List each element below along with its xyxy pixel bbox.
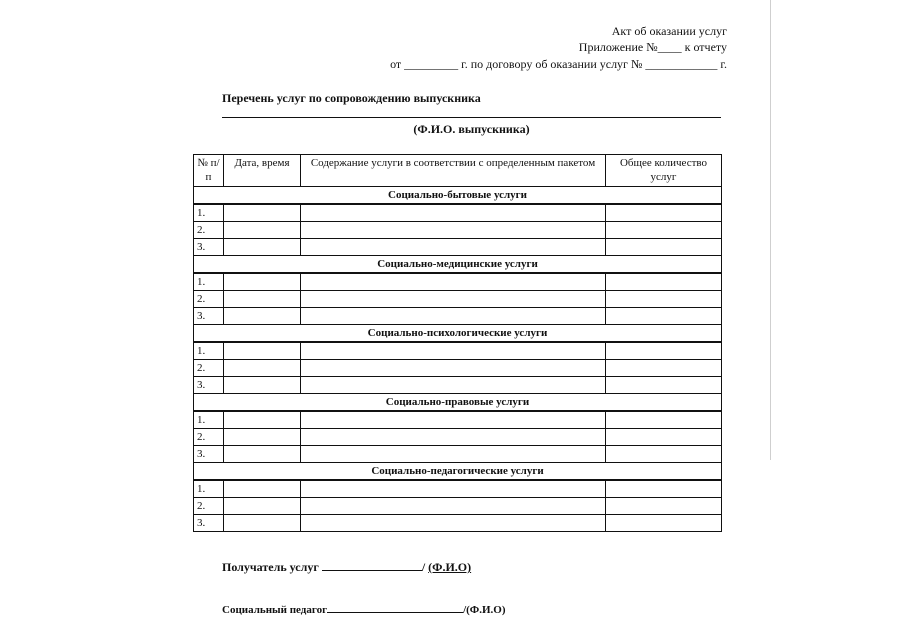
row-total-cell	[606, 273, 722, 291]
row-total-cell	[606, 222, 722, 239]
row-content-cell	[301, 342, 606, 360]
table-row	[194, 515, 722, 532]
row-total-cell	[606, 429, 722, 446]
table-row	[194, 446, 722, 463]
pedagogue-signature-blank	[327, 600, 463, 613]
row-num-cell: 3.	[194, 446, 224, 463]
section-title: Социально-психологические услуги	[194, 325, 722, 343]
row-content-cell	[301, 429, 606, 446]
table-row	[194, 273, 722, 291]
row-total-cell	[606, 480, 722, 498]
row-content-cell	[301, 446, 606, 463]
row-datetime-cell	[224, 480, 301, 498]
row-total-cell	[606, 342, 722, 360]
table-row	[194, 498, 722, 515]
row-datetime-cell	[224, 342, 301, 360]
row-content-cell	[301, 498, 606, 515]
row-datetime-cell	[224, 446, 301, 463]
col-header-total: Общее количество услуг	[606, 155, 722, 187]
row-content-cell	[301, 239, 606, 256]
row-num-cell: 3.	[194, 308, 224, 325]
row-num-cell: 3.	[194, 515, 224, 532]
row-content-cell	[301, 377, 606, 394]
row-content-cell	[301, 273, 606, 291]
row-datetime-cell	[224, 273, 301, 291]
row-num-cell: 2.	[194, 429, 224, 446]
row-num-cell: 1.	[194, 204, 224, 222]
row-num-cell: 1.	[194, 273, 224, 291]
section-title: Социально-медицинские услуги	[194, 256, 722, 274]
table-row	[194, 480, 722, 498]
col-header-datetime: Дата, время	[224, 155, 301, 187]
table-row	[194, 308, 722, 325]
fio-label: (Ф.И.О. выпускника)	[413, 122, 530, 136]
table-row	[194, 342, 722, 360]
row-datetime-cell	[224, 498, 301, 515]
row-content-cell	[301, 411, 606, 429]
row-total-cell	[606, 308, 722, 325]
fio-blank-line	[222, 117, 721, 118]
row-content-cell	[301, 360, 606, 377]
row-datetime-cell	[224, 204, 301, 222]
row-total-cell	[606, 411, 722, 429]
row-num-cell: 1.	[194, 480, 224, 498]
row-total-cell	[606, 515, 722, 532]
section-row	[194, 463, 722, 481]
section-title: Социально-бытовые услуги	[194, 187, 722, 205]
row-content-cell	[301, 222, 606, 239]
row-datetime-cell	[224, 360, 301, 377]
row-content-cell	[301, 515, 606, 532]
row-content-cell	[301, 480, 606, 498]
table-row	[194, 239, 722, 256]
table-row	[194, 360, 722, 377]
row-content-cell	[301, 204, 606, 222]
contract-line: от _________ г. по договору об оказании услуг № ____________ г.	[390, 57, 727, 71]
page-edge-line	[770, 0, 771, 460]
row-total-cell	[606, 377, 722, 394]
table-row	[194, 411, 722, 429]
row-datetime-cell	[224, 308, 301, 325]
row-content-cell	[301, 308, 606, 325]
row-total-cell	[606, 360, 722, 377]
table-row	[194, 377, 722, 394]
section-title: Социально-педагогические услуги	[194, 463, 722, 481]
row-datetime-cell	[224, 515, 301, 532]
row-total-cell	[606, 446, 722, 463]
recipient-signature: Получатель услуг / (Ф.И.О)	[222, 560, 472, 574]
pedagogue-label: Социальный педагог	[222, 604, 328, 616]
row-total-cell	[606, 204, 722, 222]
table-row	[194, 291, 722, 308]
col-header-content: Содержание услуги в соответствии с определенным пакетом	[301, 155, 606, 187]
row-num-cell: 1.	[194, 342, 224, 360]
row-num-cell: 2.	[194, 498, 224, 515]
row-num-cell: 3.	[194, 377, 224, 394]
row-datetime-cell	[224, 411, 301, 429]
row-datetime-cell	[224, 377, 301, 394]
section-row	[194, 325, 722, 343]
row-total-cell	[606, 498, 722, 515]
section-row	[194, 256, 722, 274]
table-header-row	[194, 155, 722, 187]
table-row	[194, 429, 722, 446]
row-content-cell	[301, 291, 606, 308]
table-body	[194, 187, 722, 532]
recipient-signature-blank	[322, 558, 422, 571]
row-total-cell	[606, 291, 722, 308]
table-row	[194, 222, 722, 239]
services-table	[193, 154, 722, 532]
col-header-num: № п/п	[194, 155, 224, 187]
pedagogue-signature: Социальный педагог /(Ф.И.О)	[222, 600, 506, 616]
row-num-cell: 3.	[194, 239, 224, 256]
row-num-cell: 2.	[194, 360, 224, 377]
section-title: Социально-правовые услуги	[194, 394, 722, 412]
row-datetime-cell	[224, 429, 301, 446]
row-num-cell: 2.	[194, 291, 224, 308]
row-total-cell	[606, 239, 722, 256]
document-title: Перечень услуг по сопровождению выпускника	[222, 91, 481, 105]
pedagogue-fio: (Ф.И.О)	[466, 604, 506, 616]
recipient-fio: (Ф.И.О)	[428, 560, 472, 574]
table-row	[194, 204, 722, 222]
row-datetime-cell	[224, 239, 301, 256]
row-datetime-cell	[224, 291, 301, 308]
section-row	[194, 187, 722, 205]
section-row	[194, 394, 722, 412]
row-num-cell: 2.	[194, 222, 224, 239]
row-num-cell: 1.	[194, 411, 224, 429]
row-datetime-cell	[224, 222, 301, 239]
appendix-line: Приложение №____ к отчету	[578, 40, 727, 54]
recipient-label: Получатель услуг	[222, 560, 319, 574]
act-title: Акт об оказании услуг	[611, 24, 727, 38]
